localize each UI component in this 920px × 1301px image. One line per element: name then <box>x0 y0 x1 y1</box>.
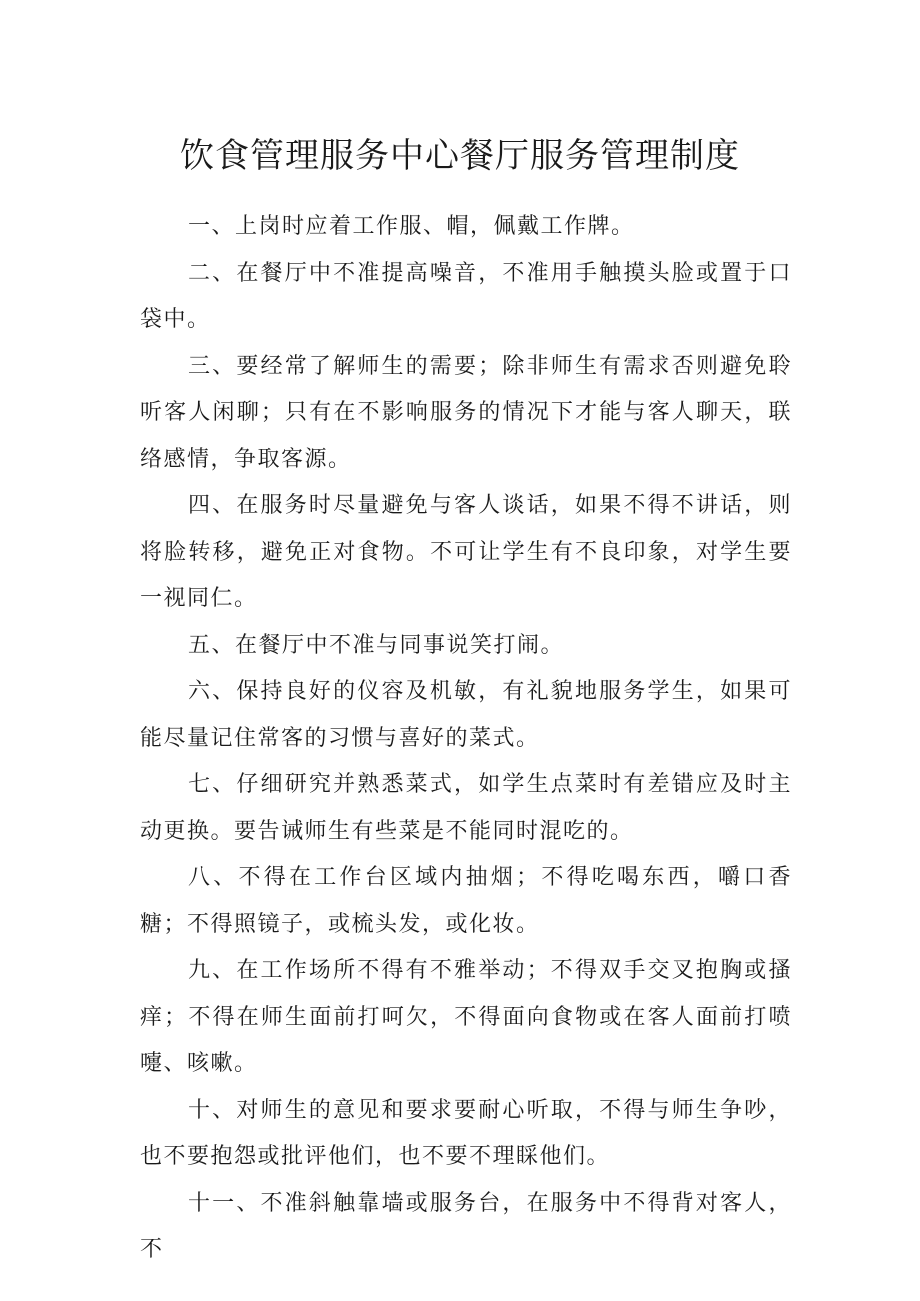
rule-paragraph-6: 六、保持良好的仪容及机敏，有礼貌地服务学生，如果可能尽量记住常客的习惯与喜好的菜式。 <box>140 679 792 751</box>
rule-paragraph-8: 八、不得在工作台区域内抽烟；不得吃喝东西，嚼口香糖；不得照镜子，或梳头发，或化妆。 <box>140 865 792 937</box>
rule-paragraph-5: 五、在餐厅中不准与同事说笑打闹。 <box>188 632 565 658</box>
rule-paragraph-11: 十一、不准斜触靠墙或服务台，在服务中不得背对客人，不 <box>140 1190 792 1262</box>
rule-paragraph-4: 四、在服务时尽量避免与客人谈话，如果不得不讲话，则将脸转移，避免正对食物。不可让学生有不良印象，对学生要一视同仁。 <box>140 493 792 611</box>
document-title: 饮食管理服务中心餐厅服务管理制度 <box>180 136 740 176</box>
rule-paragraph-1: 一、上岗时应着工作服、帽，佩戴工作牌。 <box>188 214 635 239</box>
rule-paragraph-2: 二、在餐厅中不准提高噪音，不准用手触摸头脸或置于口袋中。 <box>140 260 792 332</box>
document-body <box>140 204 792 1274</box>
rule-paragraph-9: 九、在工作场所不得有不雅举动；不得双手交叉抱胸或搔痒；不得在师生面前打呵欠，不得面向食物或在客人面前打喷嚏、咳嗽。 <box>140 958 792 1076</box>
rule-paragraph-7: 七、仔细研究并熟悉菜式，如学生点菜时有差错应及时主动更换。要告诫师生有些菜是不能同时混吃的。 <box>140 772 792 844</box>
rule-paragraph-3: 三、要经常了解师生的需要；除非师生有需求否则避免聆听客人闲聊；只有在不影响服务的情况下才能与客人聊天，联络感情，争取客源。 <box>140 353 792 472</box>
rule-paragraph-10: 十、对师生的意见和要求要耐心听取，不得与师生争吵，也不要抱怨或批评他们，也不要不理睬他们。 <box>140 1097 792 1169</box>
